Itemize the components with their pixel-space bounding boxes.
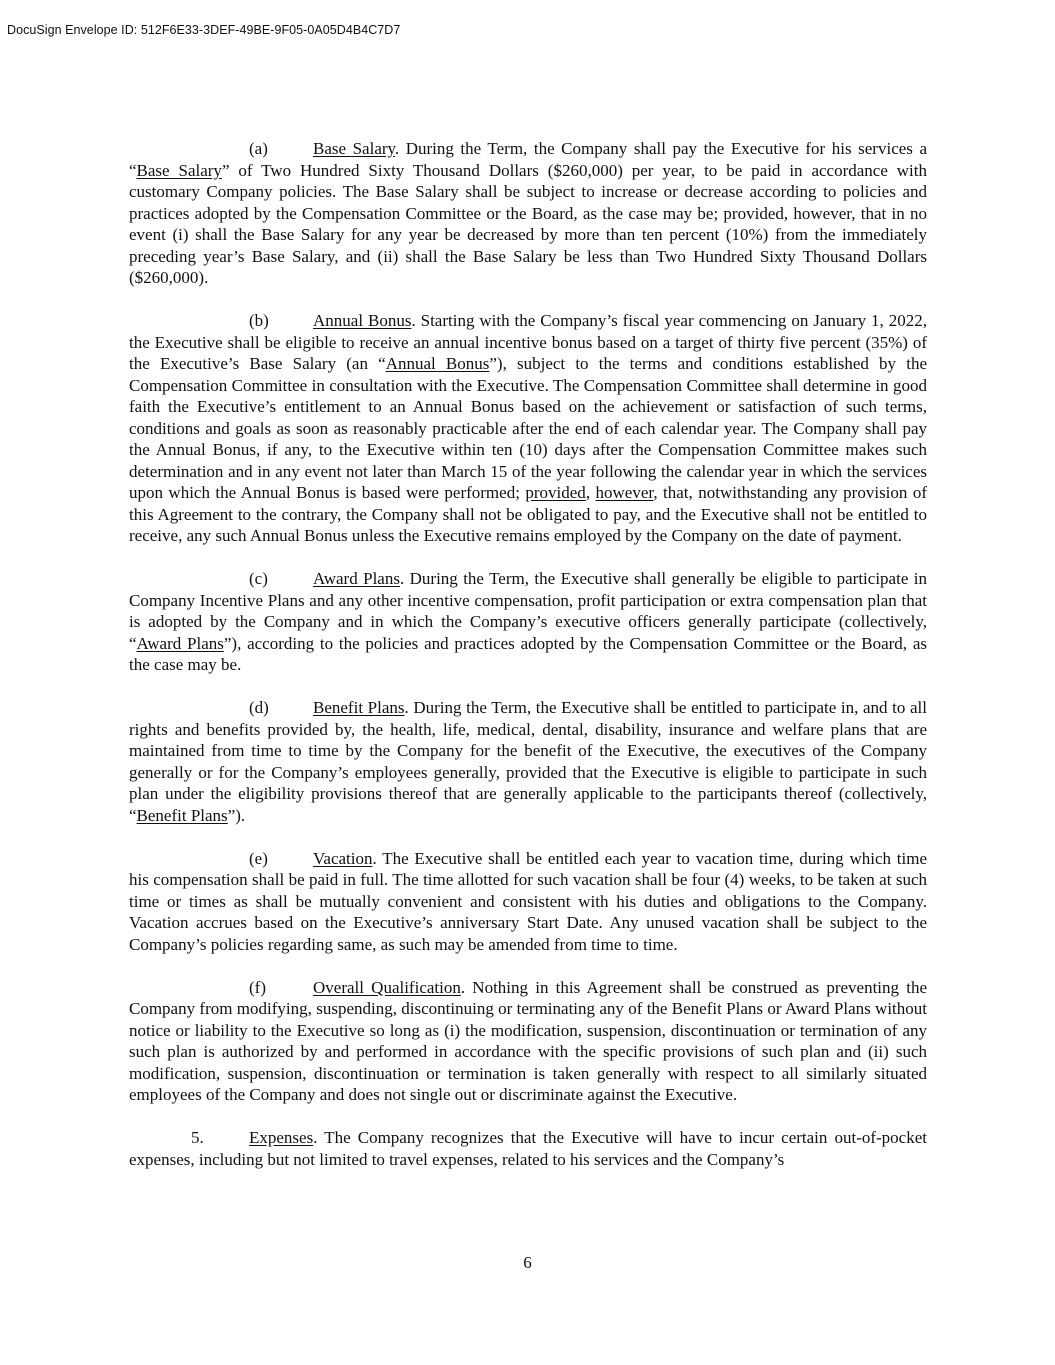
body-text: . Starting with the Company’s fiscal year commencing on January 1, 2022, the Executive shall be eligible to receive an annual incentive bonus based on a target of thirty five percent (35%) of the Executive’s Base Salary (an “ (129, 311, 927, 373)
body-text: , that, notwithstanding any provision of this Agreement to the contrary, the Company shall not be obligated to pay, and the Executive shall not be entitled to receive, any such Annual Bonus unless the Executive remains employed by the Company on the date of payment. (129, 483, 927, 545)
body-text: ”), according to the policies and practices adopted by the Compensation Committee or the Board, as the case may be. (129, 633, 927, 674)
subsection-list (129, 138, 927, 1106)
body-text: , (585, 483, 596, 502)
document-page-body (129, 138, 927, 1170)
defined-term: Base Salary (136, 160, 222, 180)
subsection-heading: Award Plans (313, 569, 400, 588)
defined-term: Annual Bonus (385, 354, 490, 373)
subsection-heading: Base Salary (313, 139, 395, 158)
section-text: . The Company recognizes that the Executive will have to incur certain out-of-pocket expenses, including but not limited to travel expenses, related to his services and the Company’s (129, 1128, 927, 1169)
defined-term: Award Plans (136, 633, 224, 653)
body-text: . During the Term, the Company shall pay the Executive for his services a “ (129, 139, 927, 180)
subsection-number: (d) (249, 698, 269, 717)
subsection-number: (a) (249, 139, 268, 158)
subsection-e (129, 848, 927, 956)
body-text: . During the Term, the Executive shall generally be eligible to participate in Company Incentive Plans and any other incentive compensation, profit participation or extra compensation plan that is adopted by the Company and in which the Company’s executive officers generally participate (collectively, “ (129, 569, 928, 653)
docusign-envelope-id: DocuSign Envelope ID: 512F6E33-3DEF-49BE-9F05-0A05D4B4C7D7 (7, 23, 401, 37)
subsection-heading: Annual Bonus (313, 311, 412, 330)
subsection-c (129, 568, 927, 676)
section-5-expenses (129, 1127, 927, 1170)
subsection-heading: Vacation (313, 848, 373, 868)
subsection-heading: Benefit Plans (313, 698, 405, 717)
defined-term: however (595, 483, 654, 502)
subsection-d (129, 697, 927, 826)
section-heading: Expenses (249, 1128, 314, 1147)
subsection-a (129, 138, 927, 289)
body-text: . Nothing in this Agreement shall be construed as preventing the Company from modifying, suspending, discontinuing or terminating any of the Benefit Plans or Award Plans without notice or liability to the Executive so long as (i) the modification, suspension, discontinuation or termination of any such plan is authorized by and performed in accordance with the specific provisions of such plan and (ii) such modification, suspension, discontinuation or termination is taken generally with respect to all similarly situated employees of the Company and does not single out or discriminate against the Executive. (129, 977, 927, 1104)
subsection-number: (f) (249, 977, 266, 997)
body-text: . The Executive shall be entitled each year to vacation time, during which time his compensation shall be paid in full. The time allotted for such vacation shall be four (4) weeks, to be taken at such time or times as shall be mutually convenient and consistent with his duties and obligations to the Company. Vacation accrues based on the Executive’s anniversary Start Date. Any unused vacation shall be subject to the Company’s policies regarding same, as such may be amended from time to time. (129, 848, 927, 954)
subsection-heading: Overall Qualification (313, 977, 461, 997)
page-number: 6 (523, 1253, 532, 1272)
subsection-b (129, 310, 927, 547)
subsection-number: (c) (249, 569, 268, 588)
body-text: ”). (227, 805, 246, 825)
section-number: 5. (191, 1128, 204, 1147)
body-text: ” of Two Hundred Sixty Thousand Dollars ($260,000) per year, to be paid in accordance with customary Company policies. The Base Salary shall be subject to increase or decrease according to policies and practices adopted by the Compensation Committee or the Board, as the case may be; provided, however, that in no event (i) shall the Base Salary for any year be decreased by more than ten percent (10%) from the immediately preceding year’s Base Salary, and (ii) shall the Base Salary be less than Two Hundred Sixty Thousand Dollars ($260,000). (129, 160, 928, 287)
body-text: ”), subject to the terms and conditions established by the Compensation Committee in consultation with the Executive. The Compensation Committee shall determine in good faith the Executive’s entitlement to an Annual Bonus based on the achievement or satisfaction of such terms, conditions and goals as soon as reasonably practicable after the end of each calendar year. The Company shall pay the Annual Bonus, if any, to the Executive within ten (10) days after the Compensation Committee makes such determination and in any event not later than March 15 of the year following the calendar year in which the services upon which the Annual Bonus is based were performed; (129, 354, 928, 502)
defined-term: provided (525, 483, 586, 502)
subsection-number: (b) (249, 311, 269, 330)
defined-term: Benefit Plans (136, 805, 228, 825)
subsection-number: (e) (249, 848, 268, 868)
body-text: . During the Term, the Executive shall be entitled to participate in, and to all rights and benefits provided by, the health, life, medical, dental, disability, insurance and welfare plans that are maintained from time to time by the Company for the benefit of the Executive, the executives of the Company generally or for the Company’s employees generally, provided that the Executive is eligible to participate in such plan under the eligibility provisions thereof that are generally applicable to the participants thereof (collectively, “ (129, 698, 927, 825)
subsection-f (129, 977, 927, 1106)
